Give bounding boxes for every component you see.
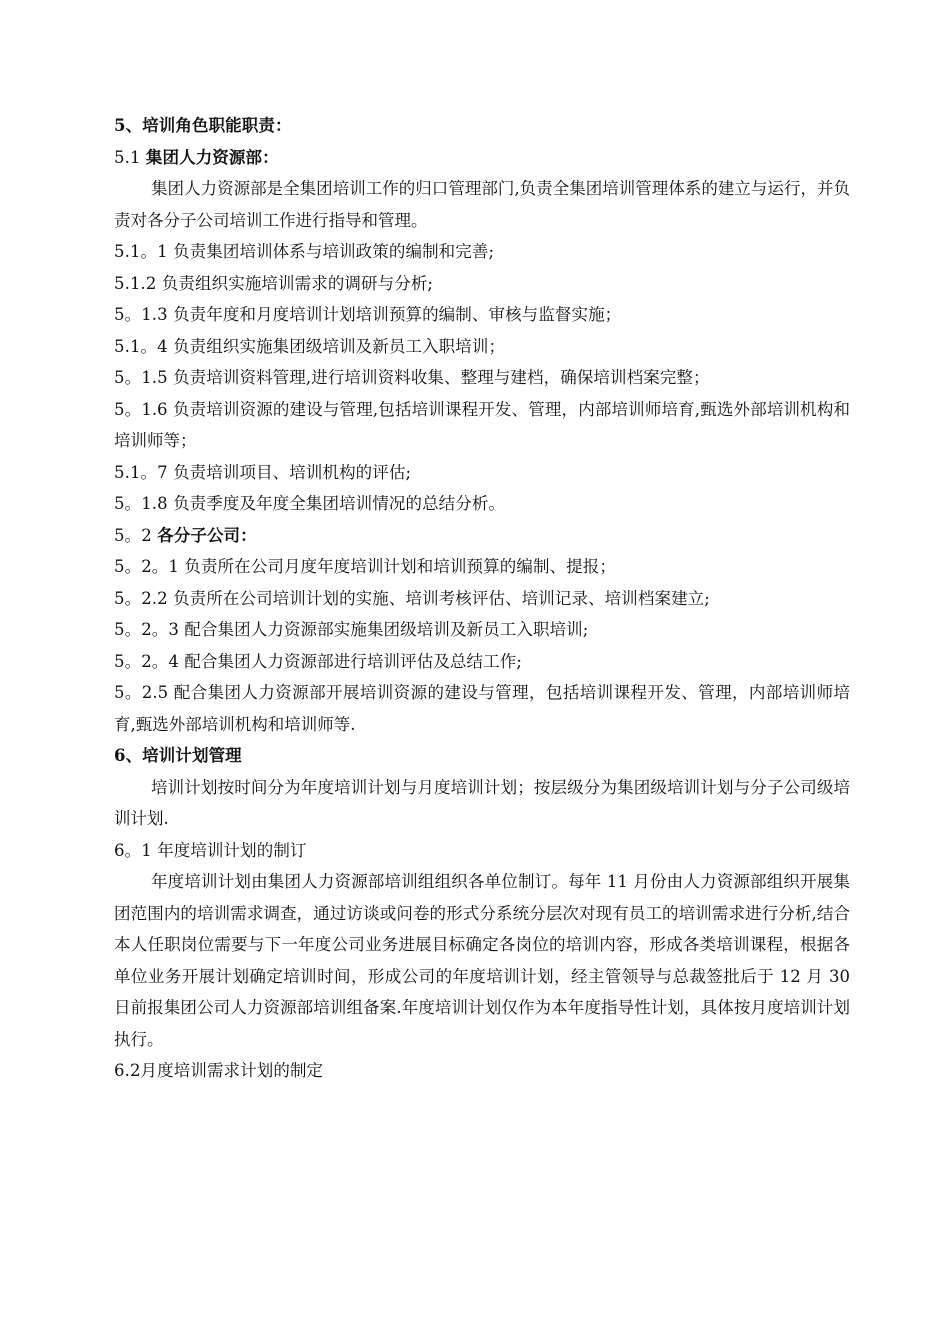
list-item-5-2-4: 5。2。4 配合集团人力资源部进行培训评估及总结工作; bbox=[114, 651, 522, 671]
section-5-2-heading bbox=[114, 520, 850, 552]
section-5-2-number: 5。2 bbox=[114, 525, 158, 545]
section-5-1-intro: 集团人力资源部是全集团培训工作的归口管理部门,负责全集团培训管理体系的建立与运行，并负责对各分子公司培训工作进行指导和管理。 bbox=[114, 179, 850, 230]
section-5-2-title: 各分子公司： bbox=[157, 525, 257, 545]
list-item-5-1-6: 5。1.6 负责培训资源的建设与管理,包括培训课程开发、管理，内部培训师培育,甄选外部培训机构和培训师等； bbox=[114, 399, 850, 450]
section-5-1-title: 集团人力资源部： bbox=[145, 147, 279, 167]
list-item-5-2-2: 5。2.2 负责所在公司培训计划的实施、培训考核评估、培训记录、培训档案建立; bbox=[114, 588, 710, 608]
list-item-5-1-3: 5。1.3 负责年度和月度培训计划培训预算的编制、审核与监督实施； bbox=[114, 305, 622, 324]
list-item-5-1-8: 5。1.8 负责季度及年度全集团培训情况的总结分析。 bbox=[114, 494, 506, 513]
list-item-5-2-1: 5。2。1 负责所在公司月度年度培训计划和培训预算的编制、提报； bbox=[114, 557, 616, 576]
section-6-2-heading: 6.2月度培训需求计划的制定 bbox=[114, 1061, 324, 1080]
list-item-5-2-3: 5。2。3 配合集团人力资源部实施集团级培训及新员工入职培训; bbox=[114, 620, 589, 639]
section-5-1-number: 5.1 bbox=[114, 147, 146, 167]
list-item-5-1-7: 5.1。7 负责培训项目、培训机构的评估; bbox=[114, 462, 412, 482]
list-item-5-2-5: 5。2.5 配合集团人力资源部开展培训资源的建设与管理，包括培训课程开发、管理，内部培训师培育,甄选外部培训机构和培训师等. bbox=[114, 683, 850, 734]
section-6-1-heading: 6。1 年度培训计划的制订 bbox=[114, 840, 307, 860]
section-6-intro: 培训计划按时间分为年度培训计划与月度培训计划；按层级分为集团级培训计划与分子公司级培训计划. bbox=[114, 777, 850, 828]
document-page bbox=[114, 110, 850, 1087]
list-item-5-1-5: 5。1.5 负责培训资料管理,进行培训资料收集、整理与建档，确保培训档案完整； bbox=[114, 368, 710, 387]
list-item-5-1-1: 5.1。1 负责集团培训体系与培训政策的编制和完善; bbox=[114, 242, 495, 261]
section-6-heading: 6、培训计划管理 bbox=[114, 746, 242, 765]
section-5-1-heading bbox=[114, 142, 850, 174]
section-6-1-body: 年度培训计划由集团人力资源部培训组组织各单位制订。每年 11 月份由人力资源部组织开展集团范围内的培训需求调查，通过访谈或问卷的形式分系统分层次对现有员工的培训需求进行分析,结合本人任职岗位需要与下一年度公司业务进展目标确定各岗位的培训内容，形成各类培训课程，根据各单位业务开展计划确定培训时间，形成公司的年度培训计划，经主管领导与总裁签批后于 12 月 30 日前报集团公司人力资源部培训组备案.年度培训计划仅作为本年度指导性计划，具体按月度培训计划执行。 bbox=[114, 872, 850, 1049]
list-item-5-1-4: 5.1。4 负责组织实施集团级培训及新员工入职培训； bbox=[114, 336, 506, 356]
list-item-5-1-2: 5.1.2 负责组织实施培训需求的调研与分析; bbox=[114, 273, 434, 293]
section-5-heading: 5、培训角色职能职责： bbox=[114, 116, 292, 135]
